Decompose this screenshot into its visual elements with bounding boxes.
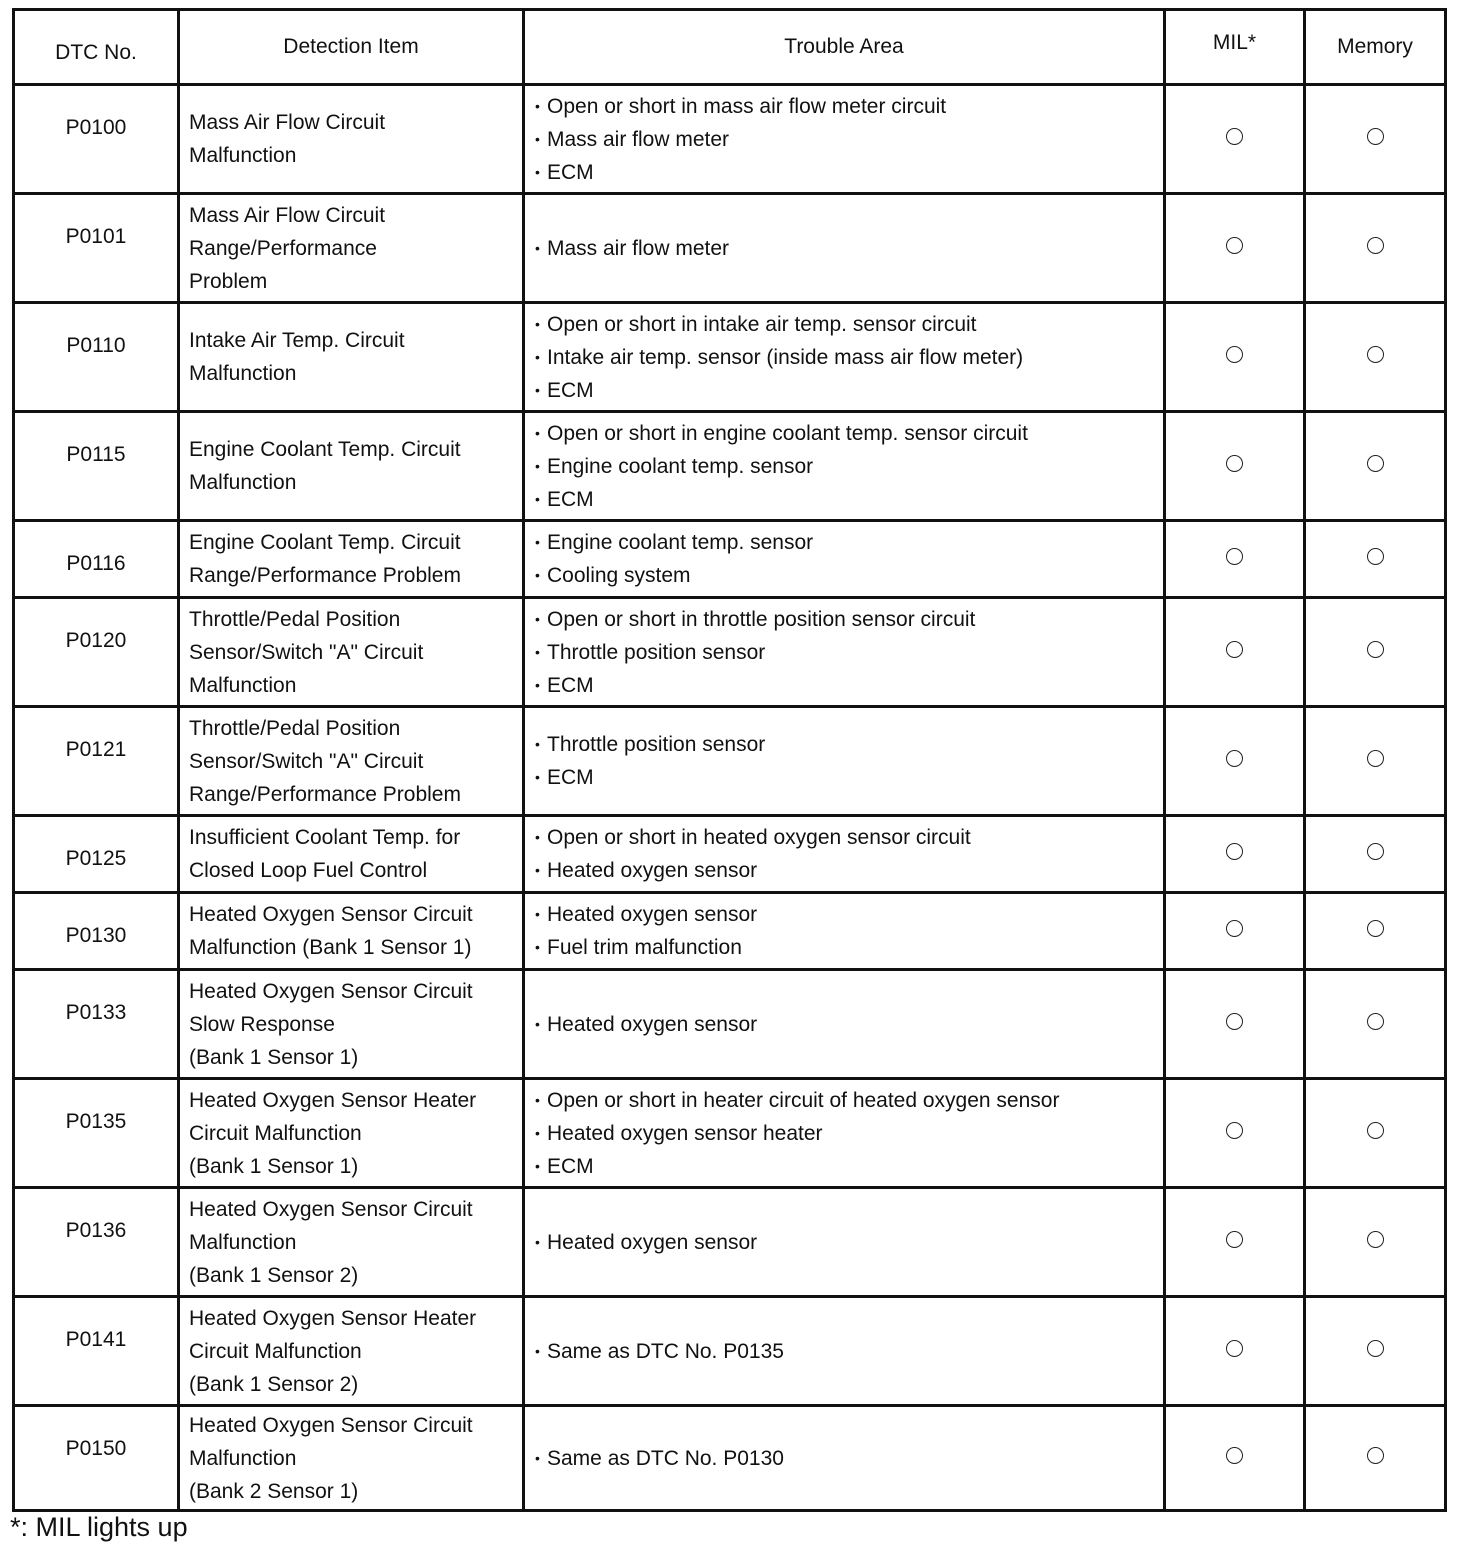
dtc-code: P0135 [65,1110,127,1133]
memory-cell [1305,85,1446,194]
detection-item-cell [179,194,524,303]
trouble-area-cell [524,893,1165,970]
trouble-area-cell [524,598,1165,707]
mil-cell [1165,598,1305,707]
mil-circle-icon [1226,128,1243,145]
table-row [14,1297,1446,1406]
dtc-code-cell [14,85,179,194]
bullet-icon: • [535,130,540,147]
header-mil: MIL* [1165,10,1305,85]
mil-circle-icon [1226,843,1243,860]
table-row [14,1406,1446,1511]
trouble-area-item [535,232,1163,265]
dtc-code: P0110 [66,334,126,357]
bullet-icon: • [535,1091,540,1108]
memory-circle-icon [1367,346,1384,363]
detection-item: Mass Air Flow Circuit Range/Performance Problem [189,203,386,293]
bullet-icon: • [535,348,540,365]
mil-circle-icon [1226,1013,1243,1030]
mil-circle-icon [1226,1447,1243,1464]
memory-cell [1305,893,1446,970]
header-dtc-no: DTC No. [14,10,179,85]
detection-item: Insufficient Coolant Temp. for Closed Loop Fuel Control [189,826,461,882]
mil-circle-icon [1226,548,1243,565]
dtc-code-cell [14,521,179,598]
trouble-area-item [535,669,1163,702]
trouble-area-text: ECM [547,766,594,789]
bullet-icon: • [535,1233,540,1250]
trouble-area-cell [524,1079,1165,1188]
trouble-area-item [535,483,1163,516]
dtc-code: P0130 [65,924,127,947]
detection-item: Mass Air Flow Circuit Malfunction [189,111,386,167]
bullet-icon: • [535,490,540,507]
dtc-code: P0101 [65,225,127,248]
memory-circle-icon [1367,920,1384,937]
trouble-area-text: Same as DTC No. P0130 [547,1446,784,1470]
detection-item-cell [179,85,524,194]
trouble-area-cell [524,1297,1165,1406]
trouble-area-cell [524,816,1165,893]
trouble-area-text: Fuel trim malfunction [547,936,742,959]
detection-item-cell [179,1079,524,1188]
dtc-code-cell [14,970,179,1079]
memory-cell [1305,816,1446,893]
trouble-area-text: Engine coolant temp. sensor [547,454,814,478]
table-row [14,893,1446,970]
trouble-area-text: Engine coolant temp. sensor [547,531,814,554]
trouble-area-text: Open or short in mass air flow meter circuit [547,94,947,118]
trouble-area-text: Open or short in throttle position sensor circuit [547,607,976,631]
bullet-icon: • [535,769,540,785]
trouble-area-text: ECM [547,378,594,402]
detection-item-cell [179,816,524,893]
detection-item-cell [179,521,524,598]
trouble-area-item [535,123,1163,156]
memory-cell [1305,194,1446,303]
trouble-area-item [535,341,1163,374]
mil-circle-icon [1226,1231,1243,1248]
dtc-code: P0136 [65,1219,127,1242]
mil-cell [1165,970,1305,1079]
trouble-area-text: Heated oxygen sensor [547,859,758,882]
memory-circle-icon [1367,237,1384,254]
dtc-code-cell [14,194,179,303]
trouble-area-cell [524,970,1165,1079]
trouble-area-text: Open or short in heater circuit of heated oxygen sensor [547,1088,1060,1112]
dtc-code-cell [14,1297,179,1406]
dtc-code-cell [14,707,179,816]
mil-cell [1165,85,1305,194]
mil-cell [1165,1188,1305,1297]
table-row [14,816,1446,893]
mil-cell [1165,893,1305,970]
mil-circle-icon [1226,920,1243,937]
trouble-area-item [535,90,1163,123]
bullet-icon: • [535,534,540,550]
bullet-icon: • [535,315,540,332]
detection-item-cell [179,970,524,1079]
dtc-code: P0100 [65,116,127,139]
trouble-area-cell [524,1188,1165,1297]
dtc-table [12,8,1447,1512]
trouble-area-item [535,450,1163,483]
table-row [14,707,1446,816]
table-row [14,85,1446,194]
memory-circle-icon [1367,843,1384,860]
memory-circle-icon [1367,1340,1384,1357]
table-row [14,970,1446,1079]
mil-circle-icon [1226,750,1243,767]
detection-item: Engine Coolant Temp. Circuit Malfunction [189,438,461,494]
trouble-area-text: ECM [547,1154,594,1178]
memory-circle-icon [1367,548,1384,565]
bullet-icon: • [535,643,540,660]
bullet-icon: • [535,239,540,256]
detection-item-cell [179,412,524,521]
trouble-area-item [535,603,1163,636]
bullet-icon: • [535,1449,540,1466]
detection-item: Heated Oxygen Sensor Circuit Slow Response (Bank 1 Sensor 1) [189,979,473,1069]
dtc-code-cell [14,303,179,412]
trouble-area-text: Heated oxygen sensor [547,903,758,926]
detection-item-cell [179,1188,524,1297]
bullet-icon: • [535,736,540,752]
memory-circle-icon [1367,1122,1384,1139]
bullet-icon: • [535,676,540,693]
mil-cell [1165,521,1305,598]
trouble-area-text: Open or short in intake air temp. sensor circuit [547,312,977,336]
memory-cell [1305,1297,1446,1406]
memory-cell [1305,707,1446,816]
memory-circle-icon [1367,1231,1384,1248]
trouble-area-cell [524,303,1165,412]
mil-cell [1165,1297,1305,1406]
memory-circle-icon [1367,1013,1384,1030]
table-row [14,521,1446,598]
detection-item: Heated Oxygen Sensor Circuit Malfunction (Bank 2 Sensor 1) [189,1413,473,1503]
trouble-area-item [535,1226,1163,1259]
dtc-code: P0125 [65,847,127,870]
footnote: *: MIL lights up [10,1512,188,1542]
detection-item-cell [179,707,524,816]
dtc-code-cell [14,1188,179,1297]
trouble-area-item [535,931,1163,964]
bullet-icon: • [535,381,540,398]
dtc-code-cell [14,893,179,970]
bullet-icon: • [535,939,540,955]
memory-circle-icon [1367,750,1384,767]
trouble-area-item [535,1008,1163,1041]
detection-item: Throttle/Pedal Position Sensor/Switch "A" Circuit Malfunction [189,607,424,697]
trouble-area-text: Cooling system [547,564,691,587]
detection-item: Heated Oxygen Sensor Heater Circuit Malfunction (Bank 1 Sensor 1) [189,1088,477,1178]
trouble-area-item [535,898,1163,931]
trouble-area-text: Mass air flow meter [547,236,730,260]
memory-circle-icon [1367,1447,1384,1464]
bullet-icon: • [535,1015,540,1032]
trouble-area-text: Heated oxygen sensor [547,1230,758,1254]
memory-circle-icon [1367,641,1384,658]
bullet-icon: • [535,163,540,180]
memory-cell [1305,1406,1446,1511]
detection-item: Heated Oxygen Sensor Heater Circuit Malfunction (Bank 1 Sensor 2) [189,1306,477,1396]
memory-cell [1305,1079,1446,1188]
trouble-area-item [535,308,1163,341]
trouble-area-cell [524,412,1165,521]
header-memory: Memory [1305,10,1446,85]
trouble-area-cell [524,707,1165,816]
dtc-code: P0116 [66,552,126,575]
dtc-code-cell [14,1079,179,1188]
trouble-area-item [535,1150,1163,1183]
trouble-area-cell [524,194,1165,303]
trouble-area-text: Same as DTC No. P0135 [547,1339,784,1363]
detection-item: Heated Oxygen Sensor Circuit Malfunction (Bank 1 Sensor 2) [189,1197,473,1287]
table-row [14,412,1446,521]
memory-cell [1305,1188,1446,1297]
dtc-code-cell [14,598,179,707]
trouble-area-item [535,761,1163,794]
bullet-icon: • [535,1124,540,1141]
memory-circle-icon [1367,455,1384,472]
mil-circle-icon [1226,455,1243,472]
mil-cell [1165,707,1305,816]
trouble-area-item [535,1335,1163,1368]
dtc-code: P0150 [65,1437,127,1460]
trouble-area-cell [524,1406,1165,1511]
dtc-code-cell [14,816,179,893]
mil-cell [1165,816,1305,893]
trouble-area-text: Heated oxygen sensor [547,1012,758,1036]
trouble-area-item [535,1442,1163,1475]
dtc-code: P0120 [65,629,127,652]
trouble-area-text: Throttle position sensor [547,733,766,756]
trouble-area-item [535,821,1163,854]
trouble-area-text: ECM [547,673,594,697]
mil-cell [1165,1079,1305,1188]
detection-item-cell [179,893,524,970]
trouble-area-item [535,374,1163,407]
trouble-area-cell [524,521,1165,598]
bullet-icon: • [535,862,540,878]
memory-circle-icon [1367,128,1384,145]
table-row [14,598,1446,707]
detection-item-cell [179,1297,524,1406]
trouble-area-item [535,156,1163,189]
trouble-area-text: Open or short in engine coolant temp. sensor circuit [547,421,1028,445]
bullet-icon: • [535,1342,540,1359]
memory-cell [1305,598,1446,707]
trouble-area-item [535,1117,1163,1150]
trouble-area-text: ECM [547,160,594,184]
bullet-icon: • [535,97,540,114]
trouble-area-item [535,526,1163,559]
mil-cell [1165,1406,1305,1511]
dtc-code: P0121 [65,738,127,761]
mil-cell [1165,412,1305,521]
trouble-area-text: Throttle position sensor [547,640,766,664]
bullet-icon: • [535,567,540,583]
bullet-icon: • [535,829,540,845]
table-row [14,1188,1446,1297]
mil-cell [1165,194,1305,303]
table-row [14,1079,1446,1188]
detection-item-cell [179,1406,524,1511]
mil-circle-icon [1226,1340,1243,1357]
detection-item: Intake Air Temp. Circuit Malfunction [189,329,405,385]
detection-item: Engine Coolant Temp. Circuit Range/Performance Problem [189,531,461,587]
bullet-icon: • [535,610,540,627]
bullet-icon: • [535,424,540,441]
trouble-area-item [535,636,1163,669]
mil-circle-icon [1226,641,1243,658]
dtc-code: P0141 [65,1328,127,1351]
header-row [14,10,1446,85]
trouble-area-text: Heated oxygen sensor heater [547,1121,823,1145]
bullet-icon: • [535,906,540,922]
dtc-code: P0115 [66,443,126,466]
memory-cell [1305,970,1446,1079]
trouble-area-text: ECM [547,487,594,511]
trouble-area-text: Open or short in heated oxygen sensor circuit [547,826,971,849]
detection-item-cell [179,598,524,707]
mil-circle-icon [1226,237,1243,254]
dtc-code-cell [14,412,179,521]
trouble-area-text: Mass air flow meter [547,127,730,151]
trouble-area-item [535,1084,1163,1117]
trouble-area-item [535,854,1163,887]
header-trouble-area: Trouble Area [524,10,1165,85]
memory-cell [1305,412,1446,521]
mil-cell [1165,303,1305,412]
trouble-area-item [535,417,1163,450]
table-row [14,303,1446,412]
table-row [14,194,1446,303]
detection-item: Heated Oxygen Sensor Circuit Malfunction (Bank 1 Sensor 1) [189,903,473,959]
trouble-area-cell [524,85,1165,194]
bullet-icon: • [535,1157,540,1174]
mil-circle-icon [1226,346,1243,363]
trouble-area-text: Intake air temp. sensor (inside mass air flow meter) [547,345,1024,369]
dtc-code: P0133 [65,1001,127,1024]
detection-item: Throttle/Pedal Position Sensor/Switch "A" Circuit Range/Performance Problem [189,716,461,806]
bullet-icon: • [535,457,540,474]
memory-cell [1305,303,1446,412]
dtc-code-cell [14,1406,179,1511]
mil-circle-icon [1226,1122,1243,1139]
memory-cell [1305,521,1446,598]
detection-item-cell [179,303,524,412]
header-detection-item: Detection Item [179,10,524,85]
trouble-area-item [535,728,1163,761]
trouble-area-item [535,559,1163,592]
